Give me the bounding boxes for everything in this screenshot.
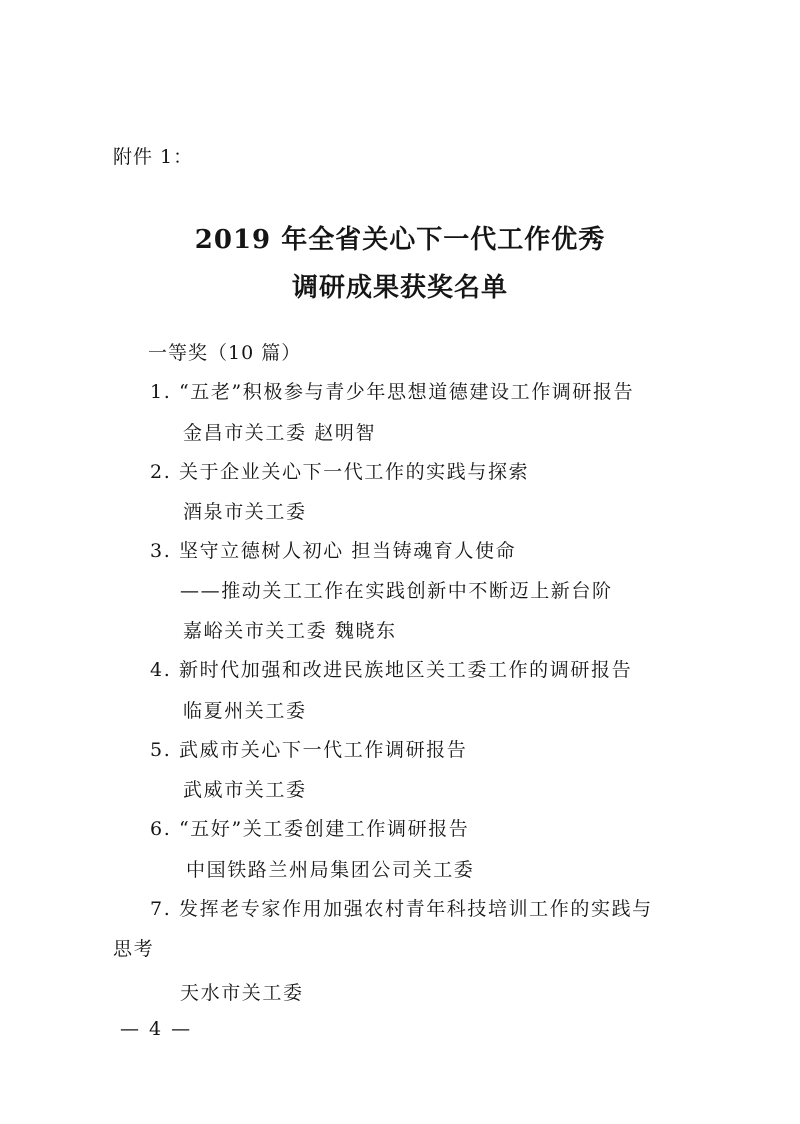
- entry-3-title: 3. 坚守立德树人初心 担当铸魂育人使命: [150, 540, 517, 562]
- entry-6-org: 中国铁路兰州局集团公司关工委: [186, 859, 475, 881]
- entry-1-org: 金昌市关工委 赵明智: [183, 422, 377, 444]
- entry-4-org: 临夏州关工委: [183, 700, 307, 722]
- entry-5-title: 5. 武威市关心下一代工作调研报告: [150, 739, 468, 761]
- entry-3-subtitle: ——推动关工工作在实践创新中不断迈上新台阶: [180, 580, 613, 602]
- entry-4-title: 4. 新时代加强和改进民族地区关工委工作的调研报告: [150, 659, 633, 681]
- section-heading: 一等奖（10 篇）: [148, 342, 302, 364]
- page-number: — 4 —: [120, 1018, 193, 1040]
- entry-7-title-continuation: 思考: [113, 938, 155, 960]
- document-title-line1: 2019 年全省关心下一代工作优秀: [194, 225, 606, 255]
- entry-5-org: 武威市关工委: [183, 779, 307, 801]
- entry-7-title: 7. 发挥老专家作用加强农村青年科技培训工作的实践与: [150, 898, 653, 920]
- entry-6-title: 6. “五好”关工委创建工作调研报告: [150, 818, 470, 840]
- entry-2-title: 2. 关于企业关心下一代工作的实践与探索: [150, 461, 530, 483]
- entry-2-org: 酒泉市关工委: [183, 501, 307, 523]
- entry-7-org: 天水市关工委: [180, 982, 304, 1004]
- document-title-line2: 调研成果获奖名单: [291, 273, 508, 303]
- entry-3-org: 嘉峪关市关工委 魏晓东: [183, 620, 397, 642]
- entry-1-title: 1. “五老”积极参与青少年思想道德建设工作调研报告: [150, 381, 635, 403]
- attachment-label: 附件 1：: [113, 146, 194, 168]
